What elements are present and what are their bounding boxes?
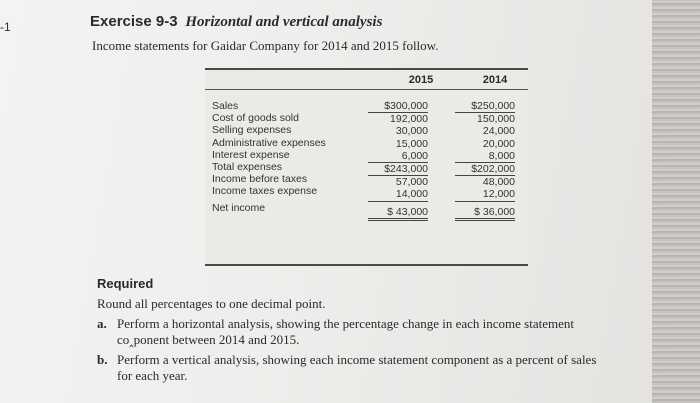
column-header-2015: 2015 — [408, 74, 434, 86]
column-2015-values — [368, 100, 428, 221]
requirement-text: Perform a vertical analysis, showing each income statement component as a percent of sales — [117, 352, 597, 367]
value-cell: 57,000 — [395, 176, 428, 189]
value-cell: 192,000 — [390, 113, 428, 126]
exercise-label: Exercise 9-3 — [90, 13, 178, 30]
value-cell: 24,000 — [482, 125, 515, 138]
row-label: Administrative expenses — [212, 136, 326, 149]
income-statement-table — [205, 68, 528, 266]
row-label: Sales — [212, 100, 239, 112]
row-label: Interest expense — [212, 148, 290, 161]
value-cell: 12,000 — [455, 188, 515, 201]
requirement-a — [97, 316, 574, 332]
row-label: Cost of goods sold — [212, 112, 299, 125]
column-header-2014: 2014 — [482, 74, 508, 86]
row-label: Total expenses — [212, 160, 283, 173]
requirement-text: Perform a horizontal analysis, showing the percentage change in each income statement — [117, 316, 574, 331]
column-2014-values — [455, 100, 515, 221]
requirement-letter: a. — [97, 316, 107, 331]
value-cell: 30,000 — [395, 125, 428, 138]
value-cell: $250,000 — [455, 100, 515, 113]
value-cell: $202,000 — [455, 163, 515, 176]
value-cell: 8,000 — [455, 150, 515, 163]
exercise-title — [90, 13, 382, 31]
value-cell: 14,000 — [368, 188, 428, 201]
row-label: Income taxes expense — [212, 185, 318, 198]
requirement-b-continued: for each year. — [117, 368, 188, 383]
value-cell: 150,000 — [477, 113, 515, 126]
value-cell: $ 36,000 — [455, 206, 515, 221]
header-divider — [205, 89, 528, 90]
page-number: -1 — [0, 20, 11, 34]
requirement-a-continued: co‸ponent between 2014 and 2015. — [117, 332, 300, 347]
value-cell: 48,000 — [482, 176, 515, 189]
value-cell: 15,000 — [395, 137, 428, 150]
requirement-letter: b. — [97, 352, 108, 367]
required-instruction: Round all percentages to one decimal point. — [97, 296, 326, 311]
row-label: Net income — [212, 201, 266, 214]
value-cell: $300,000 — [368, 100, 428, 113]
value-cell: 6,000 — [368, 150, 428, 163]
row-labels — [212, 100, 326, 214]
exercise-topic: Horizontal and vertical analysis — [185, 14, 383, 30]
required-heading: Required — [97, 276, 154, 291]
row-label: Income before taxes — [212, 173, 308, 186]
value-cell: $ 43,000 — [368, 206, 428, 221]
value-cell: 20,000 — [482, 137, 515, 150]
value-cell: $243,000 — [368, 163, 428, 176]
row-label: Selling expenses — [212, 124, 292, 137]
requirement-b — [97, 352, 596, 368]
book-page-edge — [652, 0, 700, 403]
exercise-subtitle: Income statements for Gaidar Company for 2014 and 2015 follow. — [92, 38, 439, 53]
